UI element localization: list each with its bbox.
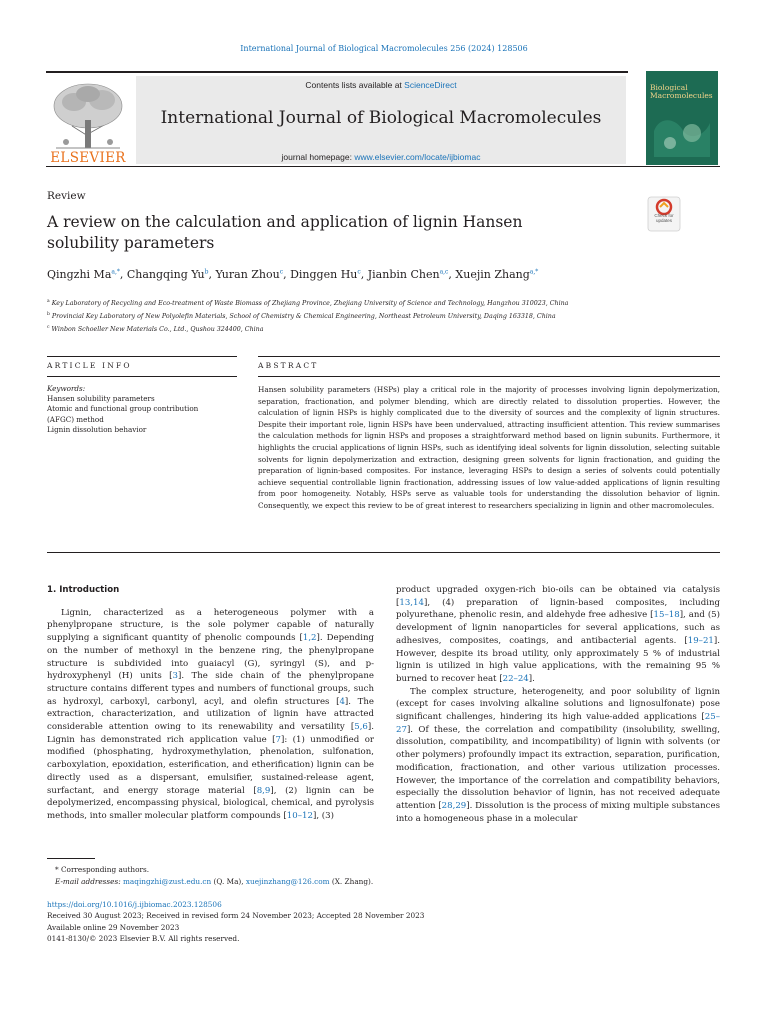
keywords-label: Keywords: xyxy=(47,384,86,393)
abstract-bottom-rule xyxy=(47,552,720,553)
citation-link[interactable]: 28,29 xyxy=(441,800,467,811)
citation-link[interactable]: 13,14 xyxy=(399,597,424,608)
paragraph-text: ]. The side chain of the phenylpropane structure contains different types and numbers of functional groups, such as hydroxyl, carboxyl, carbonyl, acyl, and olefin structures [ xyxy=(47,671,374,707)
affiliation-item xyxy=(47,309,727,322)
body-column-right xyxy=(396,584,720,825)
paragraph-text: ]. xyxy=(528,673,535,684)
homepage-line xyxy=(136,152,626,162)
author-list: Qingzhi $Ma^{a,*}$, Changqing Yu$^b$, Yuran Zhou$^c$, Dinggen Hu$^c$, Jianbin Chen$^{a,c}$, Xuejin Zhang$^{a,*}$ xyxy=(47,268,539,281)
article-info-top-rule xyxy=(47,356,237,357)
elsevier-wordmark: ELSEVIER xyxy=(50,150,126,166)
paragraph-text: ]. The extraction, characterization, and utilization of lignin have attracted considerable attention owing to its renewability and versatility [ xyxy=(47,696,374,733)
affiliation-marker: c xyxy=(47,325,50,331)
author-affiliation-marker[interactable]: a,* xyxy=(111,268,120,276)
author-affiliation-marker[interactable]: a,* xyxy=(529,268,539,276)
journal-name: International Journal of Biological Macromolecules xyxy=(160,108,602,128)
keyword-item[interactable]: (AFGC) method xyxy=(47,414,104,424)
available-online: Available online 29 November 2023 xyxy=(47,922,180,932)
sciencedirect-link[interactable]: ScienceDirect xyxy=(404,80,457,90)
paragraph-text: ], (2) lignin can be depolymerized, encompassing physical, biological, chemical, and pyrolysis methods, into smaller molecular platform compounds [ xyxy=(47,785,374,821)
doi-link[interactable]: https://doi.org/10.1016/j.ijbiomac.2023.128506 xyxy=(47,900,222,909)
author-name[interactable]: Yuran Zhou xyxy=(215,268,280,281)
affiliation-item xyxy=(47,296,727,309)
journal-citation-link[interactable]: International Journal of Biological Macromolecules 256 (2024) 128506 xyxy=(240,44,528,53)
citation-link[interactable]: 19–21 xyxy=(687,635,714,646)
copyright: 0141-8130/© 2023 Elsevier B.V. All rights reserved. xyxy=(47,934,240,944)
keyword-item[interactable]: Lignin dissolution behavior xyxy=(47,424,147,434)
email-owner: (Q. Ma), xyxy=(211,877,246,886)
abstract-heading-rule xyxy=(258,376,720,377)
affiliation-list xyxy=(47,296,727,335)
contents-line xyxy=(136,80,626,90)
affiliation-marker: b xyxy=(47,312,50,318)
citation-link[interactable]: 10–12 xyxy=(286,810,313,821)
paragraph-text: ]. Lignin has demonstrated rich application value [ xyxy=(47,722,374,745)
abstract-top-rule xyxy=(258,356,720,357)
article-title: A review on the calculation and application of lignin Hansen solubility parameters xyxy=(47,213,523,252)
affiliation-text: Key Laboratory of Recycling and Eco-treatment of Waste Biomass of Zhejiang Province, Zhejiang University of Science and Technology, Hangzhou 310023, China xyxy=(51,300,569,308)
affiliation-text: Provincial Key Laboratory of New Polyolefin Materials, School of Chemistry & Chemical Engineering, Northeast Petroleum University, Daqing 163318, China xyxy=(51,313,556,321)
paragraph-text: Lignin, characterized as a heterogeneous polymer with a phenylpropane structure, is the sole polymer capable of naturally supplying a significant quantity of phenolic compounds [ xyxy=(47,607,374,644)
paragraph-text: The complex structure, heterogeneity, and poor solubility of lignin (except for cases involving alkaline solutions and lignosulfonate) pose significant challenges, hindering its high value-added applications [ xyxy=(396,686,720,723)
citation-link[interactable]: 3 xyxy=(172,671,179,682)
paragraph-text: ], (4) preparation of lignin-based composites, including polyurethane, phenolic resin, and aldehyde free adhesive [ xyxy=(396,597,720,621)
author-name[interactable]: Xuejin Zhang xyxy=(455,268,530,281)
citation-link[interactable]: 1,2 xyxy=(302,633,317,644)
masthead-bottom-rule xyxy=(46,166,720,167)
author-name[interactable]: Qingzhi Ma xyxy=(47,268,112,281)
email-link-zhang[interactable]: xuejinzhang@126.com xyxy=(245,877,330,886)
citation-link[interactable]: 25–27 xyxy=(396,712,720,735)
homepage-prefix: journal homepage: xyxy=(281,152,355,162)
body-paragraph xyxy=(396,686,720,826)
author-name[interactable]: Changqing Yu xyxy=(126,268,205,281)
paragraph-text: ]. Dissolution is the process of mixing multiple substances into a homogeneous phase in a molecular xyxy=(396,800,720,824)
journal-homepage-link[interactable]: www.elsevier.com/locate/ijbiomac xyxy=(354,152,481,162)
section-heading: 1. Introduction xyxy=(47,585,120,595)
body-paragraph xyxy=(396,584,720,686)
article-info-heading-rule xyxy=(47,376,237,377)
publication-info xyxy=(47,899,647,945)
paragraph-text: ], (3) xyxy=(312,810,334,821)
paragraph-text: ]: (1) unmodified or modified (phosphating, hydroxymethylation, phenolation, sulfonation, carboxylation, epoxidation, esterification, and etherification) lignin can be directly used as a dispersant, emulsifier, sustained-release agent, surfactant, and energy storage material [ xyxy=(47,734,374,796)
citation-link[interactable]: 15–18 xyxy=(653,610,680,621)
check-for-updates-label: Check for updates xyxy=(654,213,674,223)
contents-prefix: Contents lists available at xyxy=(305,80,405,90)
citation-link[interactable]: 22–24 xyxy=(502,673,529,684)
email-label: E-mail addresses: xyxy=(55,877,124,886)
paragraph-text: ]. Depending on the number of methoxyl in the benzene ring, the phenylpropane structure is subdivided into guaiacyl (G), syringyl (S), and p-hydroxyphenyl (H) units [ xyxy=(47,633,374,682)
article-type: Review xyxy=(47,190,86,202)
email-line xyxy=(55,876,655,888)
author-affiliation-marker[interactable]: c xyxy=(357,268,361,276)
paragraph-text: product upgraded oxygen-rich bio-oils can be obtained via catalysis [ xyxy=(396,585,720,608)
paragraph-text: ]. However, despite its broad utility, only approximately 5 % of industrial lignin is utilized in high value applications, with the remaining 95 % burned to recover heat [ xyxy=(396,635,720,684)
citation-link[interactable]: 8,9 xyxy=(256,785,271,796)
keyword-item[interactable]: Hansen solubility parameters xyxy=(47,394,155,404)
citation-link[interactable]: 7 xyxy=(275,734,281,745)
received-dates: Received 30 August 2023; Received in revised form 24 November 2023; Accepted 28 November 2023 xyxy=(47,911,425,921)
paragraph-text: ]. Of these, the correlation and compatibility (insolubility, swelling, dissolution, compatibility, and incompatibility) of lignin with solvents (or other polymers) profoundly impact its extraction, separation, purification, modification, fractionation, and other various utilization processes. However, the importance of the correlation and compatibility behaviors, especially the dissolution behavior of lignin, has not received adequate attention [ xyxy=(396,724,720,811)
keywords-block xyxy=(47,384,247,435)
corresponding-note: * Corresponding authors. xyxy=(55,865,150,874)
footnote-rule xyxy=(47,858,95,859)
cover-title: Biological Macromolecules xyxy=(650,83,713,100)
author-affiliation-marker[interactable]: c xyxy=(279,268,284,276)
footnotes xyxy=(55,864,655,888)
citation-link[interactable]: 5,6 xyxy=(354,722,368,733)
email-owner: (X. Zhang). xyxy=(329,877,374,886)
affiliation-marker: a xyxy=(47,299,50,304)
author-affiliation-marker[interactable]: b xyxy=(204,268,209,276)
body-column-left xyxy=(47,584,374,823)
author-name[interactable]: Dinggen Hu xyxy=(290,268,358,281)
author-affiliation-marker[interactable]: a,c xyxy=(439,268,449,276)
citation-link[interactable]: 4 xyxy=(339,696,345,707)
article-info-heading: ARTICLE INFO xyxy=(47,361,132,370)
abstract-heading: ABSTRACT xyxy=(258,361,319,370)
affiliation-item xyxy=(47,322,727,335)
affiliation-text: Winbon Schoeller New Materials Co., Ltd., Qushou 324400, China xyxy=(51,326,264,334)
author-name[interactable]: Jianbin Chen xyxy=(367,268,440,281)
email-link-ma[interactable]: maqingzhi@zust.edu.cn xyxy=(123,877,212,886)
paragraph-text: ], and (5) development of lignin nanoparticles for several applications, such as adhesives, composites, coatings, and antibacterial agents. [ xyxy=(396,610,720,646)
keyword-item[interactable]: Atomic and functional group contribution xyxy=(47,404,199,414)
abstract-text: Hansen solubility parameters (HSPs) play a critical role in the majority of processes involving lignin depolymerization, separation, fractionation, and polymer blending, which are directly related to dissolution properties. However, the calculation of lignin HSPs is highly complicated due to the diversity of sources and the complexity of lignin structures. Despite their important role, lignin HSPs have been undervalued, attracting insufficient attention. This review summarises the calculation methods for lignin HSPs and proposes a straightforward method based on lignin subunits. Furthermore, it highlights the crucial applications of lignin HSPs, such as identifying ideal solvents for lignin dissolution, selecting suitable solvents for lignin depolymerization and extraction, designing green solvents for lignin fractionation, and guiding the preparation of lignin-based composites. For instance, leveraging HSPs to design a series of solvents could potentially achieve sequential controllable lignin fractionation, addressing issues of low value-added applications of lignin resulting from poor homogeneity. Notably, HSPs serve as valuable tools for understanding the dissolution behavior of lignin. Consequently, we expect this review to be of great interest to researchers specializing in lignin and other macromolecules. xyxy=(258,385,720,510)
body-paragraph xyxy=(47,607,374,823)
masthead-top-rule xyxy=(46,71,628,73)
